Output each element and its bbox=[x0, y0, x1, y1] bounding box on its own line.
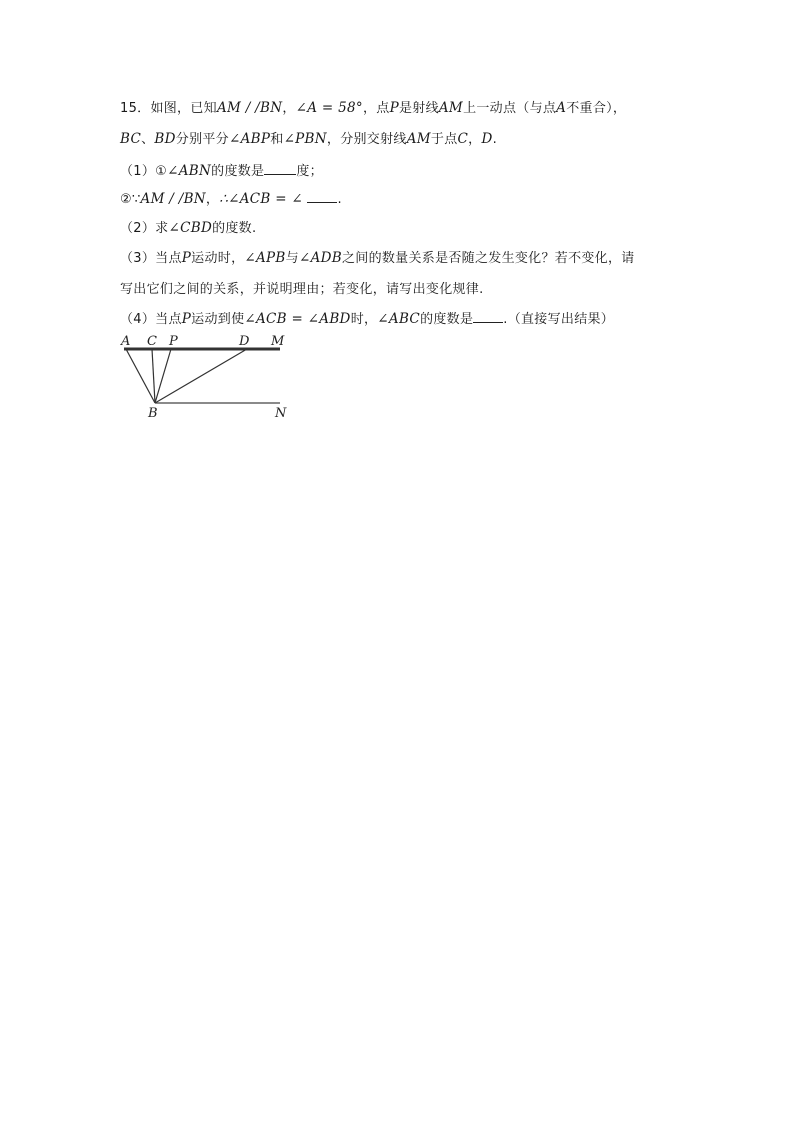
text: 和 bbox=[270, 132, 284, 147]
text: ， bbox=[205, 192, 220, 207]
text: 度； bbox=[296, 164, 323, 179]
math-ray-am: AM bbox=[438, 100, 464, 116]
text: ②∵ bbox=[120, 192, 141, 207]
text: 写出它们之间的关系，并说明理由；若变化，请写出变化规律. bbox=[120, 282, 484, 297]
question-3-line-1 bbox=[120, 248, 635, 269]
geometry-figure bbox=[112, 330, 302, 425]
math-angle-a: ∠A = 58° bbox=[295, 100, 363, 116]
math-ray-am: AM bbox=[406, 131, 431, 147]
label-n: N bbox=[275, 406, 287, 421]
math-point-c: C bbox=[457, 131, 469, 147]
answer-blank[interactable] bbox=[307, 189, 337, 203]
math-angle-cbd: ∠CBD bbox=[168, 220, 213, 236]
math-point-p: P bbox=[181, 311, 192, 327]
question-4 bbox=[120, 309, 614, 330]
math-point-p: P bbox=[181, 250, 192, 266]
text: 之间的数量关系是否随之发生变化？若不变化，请 bbox=[341, 251, 635, 266]
text: 与 bbox=[285, 251, 299, 266]
question-1-part-1 bbox=[120, 161, 323, 182]
problem-number: 15． bbox=[120, 101, 151, 116]
problem-line-2 bbox=[120, 129, 497, 150]
math-angle-abn: ∠ABN bbox=[167, 163, 212, 179]
label-b: B bbox=[148, 406, 158, 421]
text: .（直接写出结果） bbox=[503, 312, 615, 327]
math-angle-acb: ∴∠ACB = ∠ bbox=[219, 191, 304, 207]
segment-ba bbox=[126, 349, 155, 403]
question-1-part-2 bbox=[120, 189, 342, 210]
text: . bbox=[492, 132, 498, 147]
segment-bc bbox=[152, 349, 155, 403]
text: 的度数是 bbox=[211, 164, 265, 179]
text: ， bbox=[282, 101, 296, 116]
math-angle-apb: ∠APB bbox=[244, 250, 286, 266]
question-3-line-2 bbox=[120, 280, 484, 300]
math-angle-pbn: ∠PBN bbox=[283, 131, 327, 147]
math-point-p: P bbox=[389, 100, 399, 116]
math-angle-equation: ∠ACB = ∠ABD bbox=[244, 311, 351, 327]
math-angle-adb: ∠ADB bbox=[298, 250, 342, 266]
text: ， bbox=[468, 132, 482, 147]
label-m: M bbox=[271, 334, 285, 349]
text: . bbox=[337, 192, 342, 207]
answer-blank[interactable] bbox=[473, 309, 503, 323]
label-c: C bbox=[147, 334, 157, 349]
text: 的度数. bbox=[212, 221, 257, 236]
answer-blank[interactable] bbox=[264, 161, 296, 175]
text: 不重合）， bbox=[566, 101, 627, 116]
text: 如图，已知 bbox=[150, 101, 217, 116]
text: 时， bbox=[350, 312, 378, 327]
math-parallel: AM / /BN bbox=[140, 191, 206, 207]
text: ，分别交射线 bbox=[326, 132, 407, 147]
text: （4）当点 bbox=[120, 312, 182, 327]
math-bd: BD bbox=[154, 131, 176, 147]
text: 于点 bbox=[430, 132, 458, 147]
math-parallel: AM / /BN bbox=[216, 100, 283, 116]
question-2 bbox=[120, 218, 256, 239]
text: 运动到使 bbox=[191, 312, 245, 327]
text: 分别平分 bbox=[175, 132, 229, 147]
text: 是射线 bbox=[398, 101, 439, 116]
text: 上一动点（与点 bbox=[463, 101, 557, 116]
label-d: D bbox=[239, 334, 250, 349]
math-point-d: D bbox=[481, 131, 493, 147]
math-bc: BC bbox=[120, 131, 142, 147]
math-angle-abc: ∠ABC bbox=[377, 311, 421, 327]
text: 、 bbox=[141, 132, 155, 147]
label-p: P bbox=[169, 334, 178, 349]
text: （3）当点 bbox=[120, 251, 182, 266]
math-point-a: A bbox=[556, 100, 567, 116]
label-a: A bbox=[121, 334, 131, 349]
text: 的度数是 bbox=[420, 312, 474, 327]
problem-line-1 bbox=[120, 98, 626, 119]
text: （1）① bbox=[120, 164, 168, 179]
text: （2）求 bbox=[120, 221, 169, 236]
text: ，点 bbox=[362, 101, 390, 116]
text: 运动时， bbox=[191, 251, 245, 266]
math-angle-abp: ∠ABP bbox=[228, 131, 271, 147]
